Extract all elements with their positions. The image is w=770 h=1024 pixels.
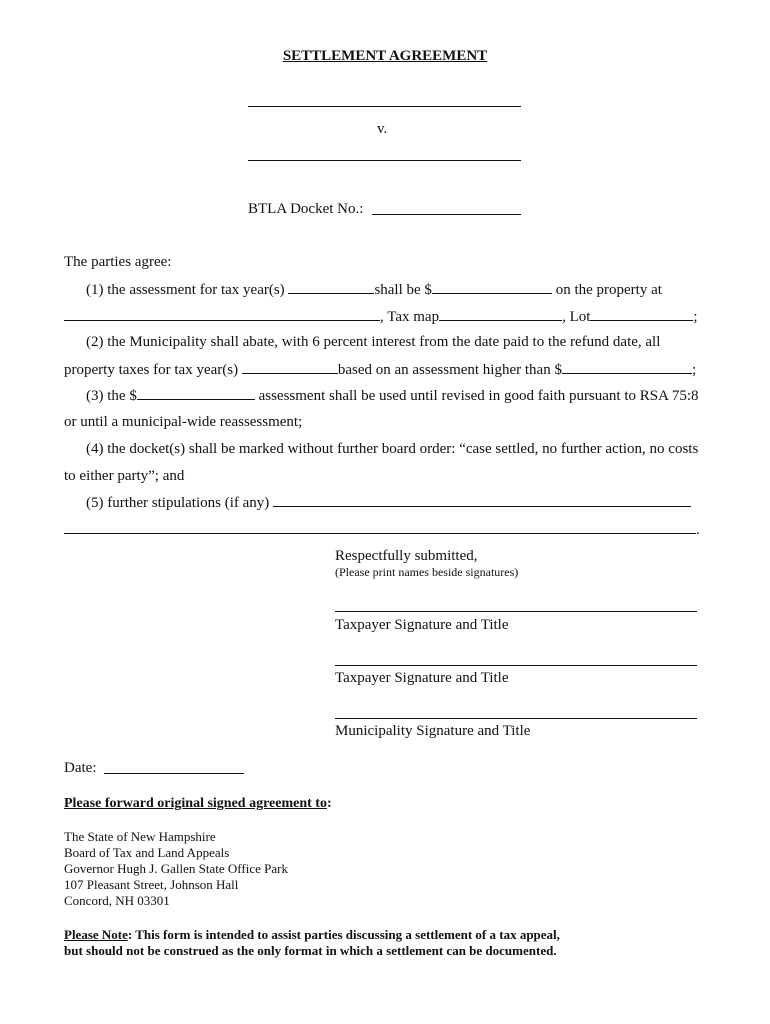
docket-label: BTLA Docket No.:	[248, 201, 364, 217]
taxpayer-signature-label-1: Taxpayer Signature and Title	[335, 617, 509, 633]
address-line-5: Concord, NH 03301	[64, 893, 170, 908]
clause-1-text-b: shall be $	[374, 282, 432, 298]
clause-1-text-a: (1) the assessment for tax year(s)	[86, 282, 289, 298]
forward-heading-text: Please forward original signed agreement to	[64, 796, 327, 811]
address-line-3: Governor Hugh J. Gallen State Office Park	[64, 861, 288, 876]
note-label: Please Note	[64, 927, 128, 942]
clause-5-text-b: .	[696, 522, 700, 538]
clause-4-line-1: (4) the docket(s) shall be marked without further board order: “case settled, no further action, no costs	[86, 441, 699, 457]
stipulations-blank-2[interactable]	[64, 520, 696, 534]
property-address-blank[interactable]	[64, 307, 380, 321]
address-line-1: The State of New Hampshire	[64, 829, 216, 844]
clause-2-line-2	[64, 360, 696, 379]
clause-5-line-2	[64, 520, 700, 539]
municipality-signature-line[interactable]	[335, 718, 697, 719]
clause-3-line-1	[86, 386, 699, 405]
taxpayer-signature-line-1[interactable]	[335, 611, 697, 612]
clause-2-line-1: (2) the Municipality shall abate, with 6 percent interest from the date paid to the refund date, all	[86, 334, 661, 350]
print-names-note: (Please print names beside signatures)	[335, 565, 519, 579]
page-title: SETTLEMENT AGREEMENT	[282, 48, 488, 64]
clause-5-line-1	[86, 493, 691, 512]
taxpayer-signature-label-2: Taxpayer Signature and Title	[335, 670, 509, 686]
docket-number-line[interactable]	[372, 214, 521, 215]
municipality-signature-label: Municipality Signature and Title	[335, 723, 531, 739]
clause-1-line-2	[64, 307, 698, 326]
clause-5-text-a: (5) further stipulations (if any)	[86, 495, 274, 511]
tax-map-blank[interactable]	[439, 307, 562, 321]
party-name-line-1[interactable]	[248, 106, 521, 107]
clause-1-text-d: , Tax map	[380, 309, 440, 325]
clause-4-line-2: to either party”; and	[64, 468, 185, 484]
clause-1-line-1	[86, 280, 662, 299]
respectfully-submitted: Respectfully submitted,	[335, 548, 478, 564]
forward-heading	[64, 795, 332, 812]
clause-1-text-e: , Lot	[562, 309, 591, 325]
date-line[interactable]	[104, 773, 244, 774]
taxpayer-signature-line-2[interactable]	[335, 665, 697, 666]
lot-blank[interactable]	[590, 307, 693, 321]
party-name-line-2[interactable]	[248, 160, 521, 161]
abate-amount-blank[interactable]	[562, 360, 692, 374]
tax-year-blank[interactable]	[288, 280, 374, 294]
clause-1-text-f: ;	[693, 309, 698, 325]
clause-2-text-d: ;	[691, 362, 697, 378]
abate-tax-year-blank[interactable]	[242, 360, 338, 374]
versus-label: v.	[377, 121, 388, 137]
note-text-1: : This form is intended to assist parties discussing a settlement of a tax appeal,	[127, 927, 560, 942]
clause-3-text-a: (3) the $	[86, 388, 137, 404]
clause-2-text-b: property taxes for tax year(s)	[64, 362, 242, 378]
assessment-value-blank[interactable]	[137, 386, 255, 400]
clause-1-text-c: on the property at	[551, 282, 662, 298]
clause-2-text-c: based on an assessment higher than $	[337, 362, 562, 378]
stipulations-blank-1[interactable]	[273, 493, 691, 507]
clause-3-line-2: or until a municipal-wide reassessment;	[64, 414, 303, 430]
address-line-2: Board of Tax and Land Appeals	[64, 845, 230, 860]
note-line-1	[64, 927, 560, 943]
parties-agree-intro: The parties agree:	[64, 254, 172, 270]
assessment-amount-blank[interactable]	[432, 280, 552, 294]
address-line-4: 107 Pleasant Street, Johnson Hall	[64, 877, 239, 892]
date-label: Date:	[64, 760, 97, 776]
clause-3-text-b: assessment shall be used until revised in good faith pursuant to RSA 75:8	[254, 388, 699, 404]
forward-heading-colon: :	[326, 796, 332, 811]
note-line-2: but should not be construed as the only format in which a settlement can be documented.	[64, 943, 557, 958]
